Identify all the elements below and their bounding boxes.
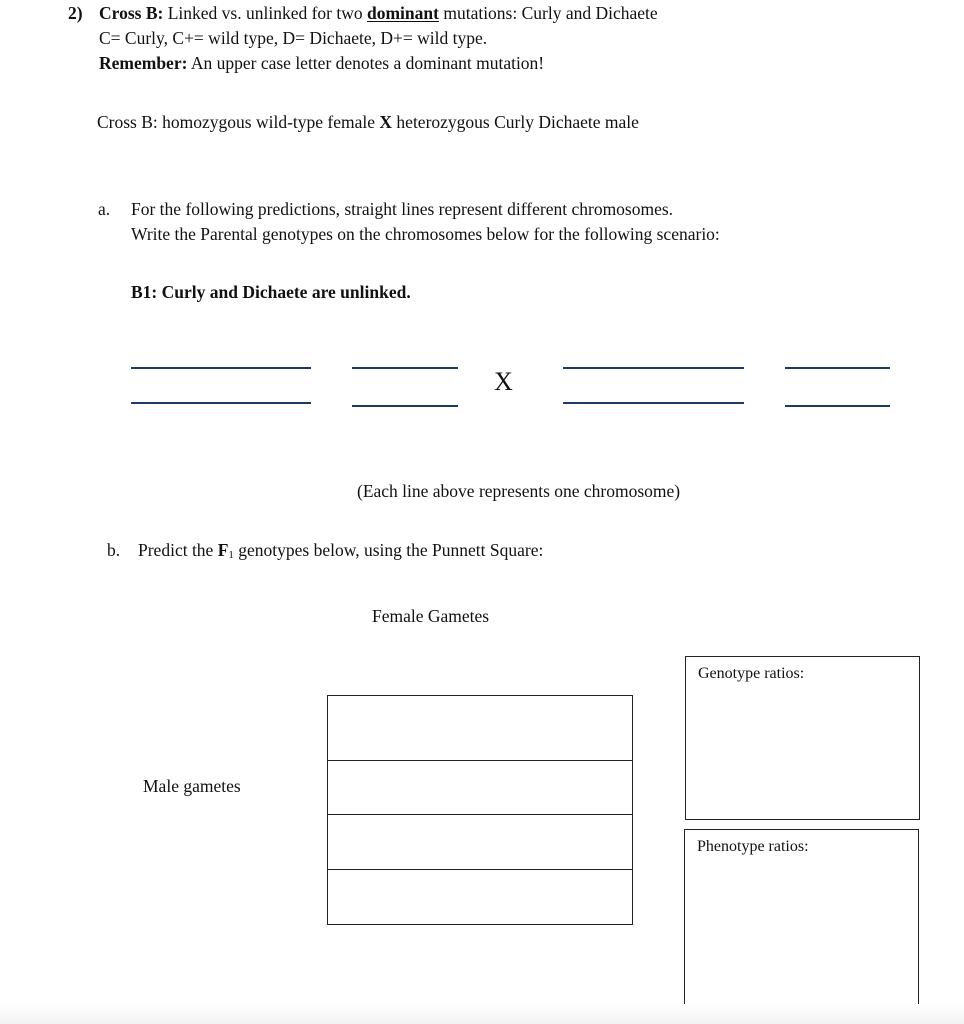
male-chromosome-1a[interactable] xyxy=(563,367,744,369)
genotype-ratios-label: Genotype ratios: xyxy=(698,665,805,682)
part-a-instruction-2: Write the Parental genotypes on the chromosomes below for the following scenario: xyxy=(131,224,720,244)
punnett-row-2[interactable] xyxy=(328,760,632,814)
female-chromosome-1a[interactable] xyxy=(131,367,311,369)
female-chromosome-2b[interactable] xyxy=(352,405,458,407)
phenotype-ratios-label: Phenotype ratios: xyxy=(697,838,809,855)
female-chromosome-1b[interactable] xyxy=(131,402,311,404)
scenario-b1: B1: Curly and Dichaete are unlinked. xyxy=(131,282,411,302)
question-title: Cross B: Linked vs. unlinked for two dominant mutations: Curly and Dichaete xyxy=(99,3,658,23)
punnett-row-3[interactable] xyxy=(328,814,632,869)
male-gametes-label: Male gametes xyxy=(143,776,241,796)
question-number: 2) xyxy=(68,3,83,23)
chromosome-note: (Each line above represents one chromosome) xyxy=(357,481,681,501)
cross-description: Cross B: homozygous wild-type female X heterozygous Curly Dichaete male xyxy=(97,112,639,132)
punnett-row-4[interactable] xyxy=(328,869,632,925)
part-a-instruction-1: For the following predictions, straight lines represent different chromosomes. xyxy=(131,199,674,219)
genotype-ratios-box[interactable] xyxy=(685,656,920,820)
part-a-letter: a. xyxy=(98,199,111,219)
parental-cross-symbol: X xyxy=(494,367,513,396)
female-chromosome-2a[interactable] xyxy=(352,367,458,369)
part-b-letter: b. xyxy=(107,540,121,560)
punnett-square xyxy=(327,695,633,925)
part-b-instruction: Predict the F1 genotypes below, using the Punnett Square: xyxy=(138,540,544,561)
male-chromosome-2a[interactable] xyxy=(785,367,890,369)
page-bottom-edge xyxy=(0,1004,964,1024)
male-chromosome-2b[interactable] xyxy=(785,405,890,407)
remember-note: Remember: An upper case letter denotes a dominant mutation! xyxy=(99,53,545,73)
phenotype-ratios-box[interactable] xyxy=(684,829,919,1011)
allele-legend: C= Curly, C+= wild type, D= Dichaete, D+= wild type. xyxy=(99,28,488,48)
male-chromosome-1b[interactable] xyxy=(563,402,744,404)
female-gametes-label: Female Gametes xyxy=(372,606,490,626)
